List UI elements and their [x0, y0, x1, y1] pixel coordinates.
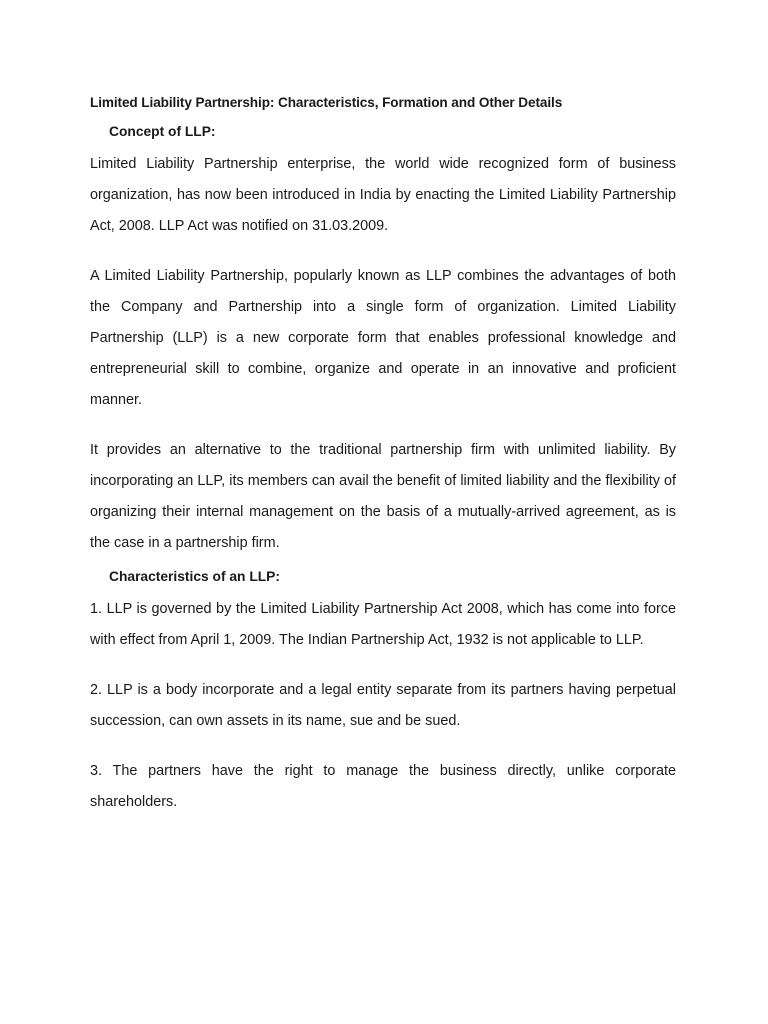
- numbered-paragraph: 3. The partners have the right to manage the business directly, unlike corporate shareholders.: [90, 763, 676, 810]
- numbered-paragraph: 1. LLP is governed by the Limited Liability Partnership Act 2008, which has come into force with effect from April 1, 2009. The Indian Partnership Act, 1932 is not applicable to LLP.: [90, 601, 676, 648]
- section-heading-characteristics: Characteristics of an LLP:: [109, 569, 280, 584]
- document-page: [90, 92, 676, 837]
- section-heading-concept: Concept of LLP:: [109, 124, 216, 139]
- paragraph: Limited Liability Partnership enterprise, the world wide recognized form of business organization, has now been introduced in India by enacting the Limited Liability Partnership Act, 2008. LLP Act was notified on 31.03.2009.: [90, 156, 676, 234]
- paragraph: It provides an alternative to the traditional partnership firm with unlimited liability. By incorporating an LLP, its members can avail the benefit of limited liability and the flexibility of organizing their internal management on the basis of a mutually-arrived agreement, as is the case in a partnership firm.: [90, 442, 676, 551]
- document-title: Limited Liability Partnership: Characteristics, Formation and Other Details: [90, 95, 563, 110]
- paragraph: A Limited Liability Partnership, popularly known as LLP combines the advantages of both the Company and Partnership into a single form of organization. Limited Liability Partnership (LLP) is a new corporate form that enables professional knowledge and entrepreneurial skill to combine, organize and operate in an innovative and proficient manner.: [90, 268, 676, 408]
- numbered-paragraph: 2. LLP is a body incorporate and a legal entity separate from its partners having perpetual succession, can own assets in its name, sue and be sued.: [90, 682, 676, 729]
